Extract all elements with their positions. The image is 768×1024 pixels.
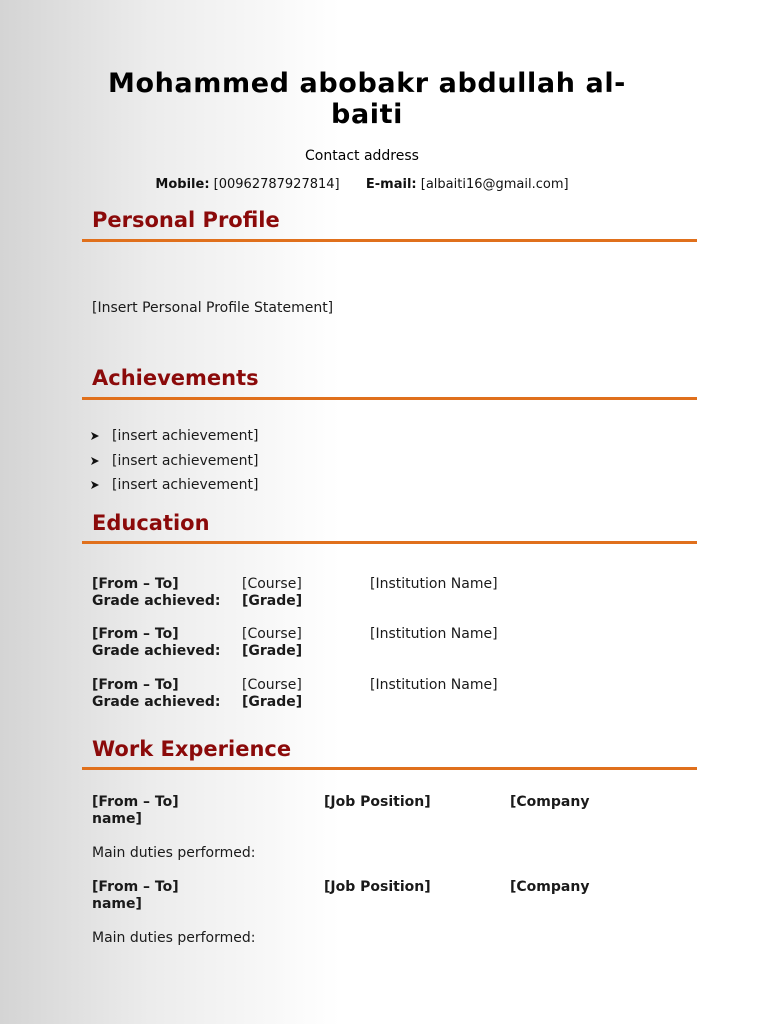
edu-course: [Course] (242, 677, 302, 693)
section-rule (82, 239, 697, 242)
edu-institution: [Institution Name] (370, 626, 498, 642)
contact-line (82, 177, 642, 192)
edu-grade-label: Grade achieved: (92, 593, 221, 609)
email-label: E-mail: (365, 177, 417, 192)
work-company-cont: name] (92, 896, 142, 912)
section-title-work: Work Experience (92, 737, 292, 761)
arrow-bullet-icon (90, 456, 100, 466)
edu-dates: [From – To] (92, 626, 179, 642)
list-item (90, 424, 258, 449)
edu-institution: [Institution Name] (370, 677, 498, 693)
arrow-bullet-icon (90, 431, 100, 441)
applicant-name: Mohammed abobakr abdullah al-baiti (107, 68, 626, 130)
edu-institution: [Institution Name] (370, 576, 498, 592)
work-company: [Company (510, 794, 590, 810)
contact-title: Contact address (305, 148, 419, 164)
mobile-label: Mobile: (155, 177, 210, 192)
profile-statement: [Insert Personal Profile Statement] (92, 300, 334, 316)
edu-grade: [Grade] (242, 593, 303, 609)
section-title-education: Education (92, 511, 210, 535)
edu-dates: [From – To] (92, 677, 179, 693)
work-duties: Main duties performed: (92, 930, 256, 946)
edu-course: [Course] (242, 576, 302, 592)
mobile-value: [00962787927814] (213, 177, 340, 192)
list-item (90, 449, 258, 474)
achievement-text: [insert achievement] (112, 428, 259, 445)
edu-grade-label: Grade achieved: (92, 643, 221, 659)
work-dates: [From – To] (92, 879, 179, 895)
work-dates: [From – To] (92, 794, 179, 810)
work-position: [Job Position] (324, 794, 431, 810)
edu-grade: [Grade] (242, 643, 303, 659)
edu-course: [Course] (242, 626, 302, 642)
achievements-list (90, 424, 258, 498)
section-rule (82, 397, 697, 400)
section-title-profile: Personal Profile (92, 208, 280, 232)
edu-grade-label: Grade achieved: (92, 694, 221, 710)
email-value: [albaiti16@gmail.com] (420, 177, 569, 192)
section-title-achievements: Achievements (92, 366, 259, 390)
work-company: [Company (510, 879, 590, 895)
edu-grade: [Grade] (242, 694, 303, 710)
work-company-cont: name] (92, 811, 142, 827)
arrow-bullet-icon (90, 480, 100, 490)
work-position: [Job Position] (324, 879, 431, 895)
list-item (90, 473, 258, 498)
achievement-text: [insert achievement] (112, 452, 259, 469)
edu-dates: [From – To] (92, 576, 179, 592)
achievement-text: [insert achievement] (112, 477, 259, 494)
work-duties: Main duties performed: (92, 845, 256, 861)
section-rule (82, 767, 697, 770)
section-rule (82, 541, 697, 544)
